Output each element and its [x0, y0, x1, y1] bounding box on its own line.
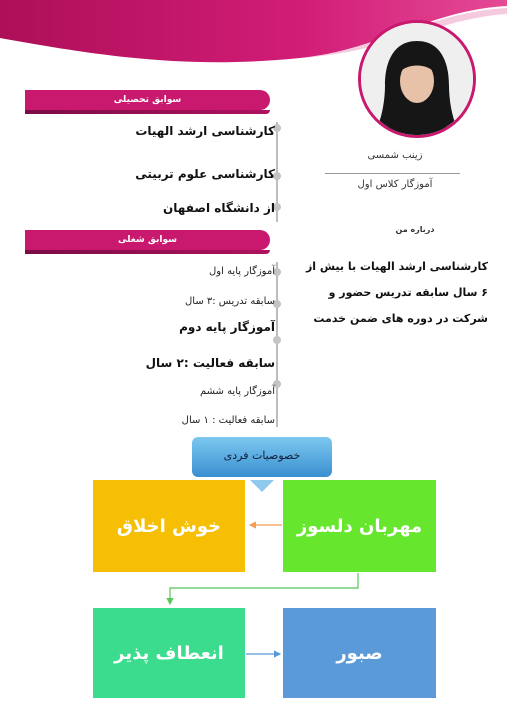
work-section-header: [25, 230, 270, 250]
traits-header-pointer: [250, 480, 274, 492]
profile-job-title: آموزگار کلاس اول: [357, 179, 433, 190]
section-bar-shadow: [25, 250, 270, 254]
trait-box-good-natured: خوش اخلاق: [93, 480, 245, 572]
trait-box-merciful: مهربان دلسوز: [283, 480, 436, 572]
work-item: آموزگار پایه اول: [209, 266, 275, 277]
education-item: کارشناسی ارشد الهیات: [135, 124, 275, 138]
section-bar-shadow: [25, 110, 270, 114]
trait-box-patient: صبور: [283, 608, 436, 698]
work-timeline: [276, 262, 278, 427]
work-section-title: سوابق شغلی: [118, 235, 177, 245]
about-title: درباره من: [395, 225, 435, 234]
education-item: کارشناسی علوم تربیتی: [135, 167, 275, 181]
work-item: آموزگار پایه ششم: [199, 386, 275, 397]
arrow-down-connector: [170, 573, 358, 604]
profile-name: زینب شمسی: [367, 150, 423, 161]
education-item: از دانشگاه اصفهان: [163, 201, 275, 215]
profile-photo: [358, 20, 476, 138]
work-item: آموزگار پایه دوم: [179, 320, 275, 334]
work-item: سابقه فعالیت : ۱ سال: [181, 415, 275, 426]
trait-box-flexible: انعطاف پذیر: [93, 608, 245, 698]
education-section-header: [25, 90, 270, 110]
work-item: سابقه تدریس :۳ سال: [185, 296, 275, 307]
education-section-title: سوابق تحصیلی: [113, 95, 182, 105]
work-item: سابقه فعالیت :۲ سال: [145, 356, 275, 370]
traits-title: خصوصیات فردی: [192, 437, 332, 477]
timeline-dot: [273, 336, 281, 344]
divider: [325, 173, 460, 174]
about-text: کارشناسی ارشد الهیات با بیش از ۶ سال سابقه تدریس حضور و شرکت در دوره های ضمن خدمت: [305, 260, 488, 325]
